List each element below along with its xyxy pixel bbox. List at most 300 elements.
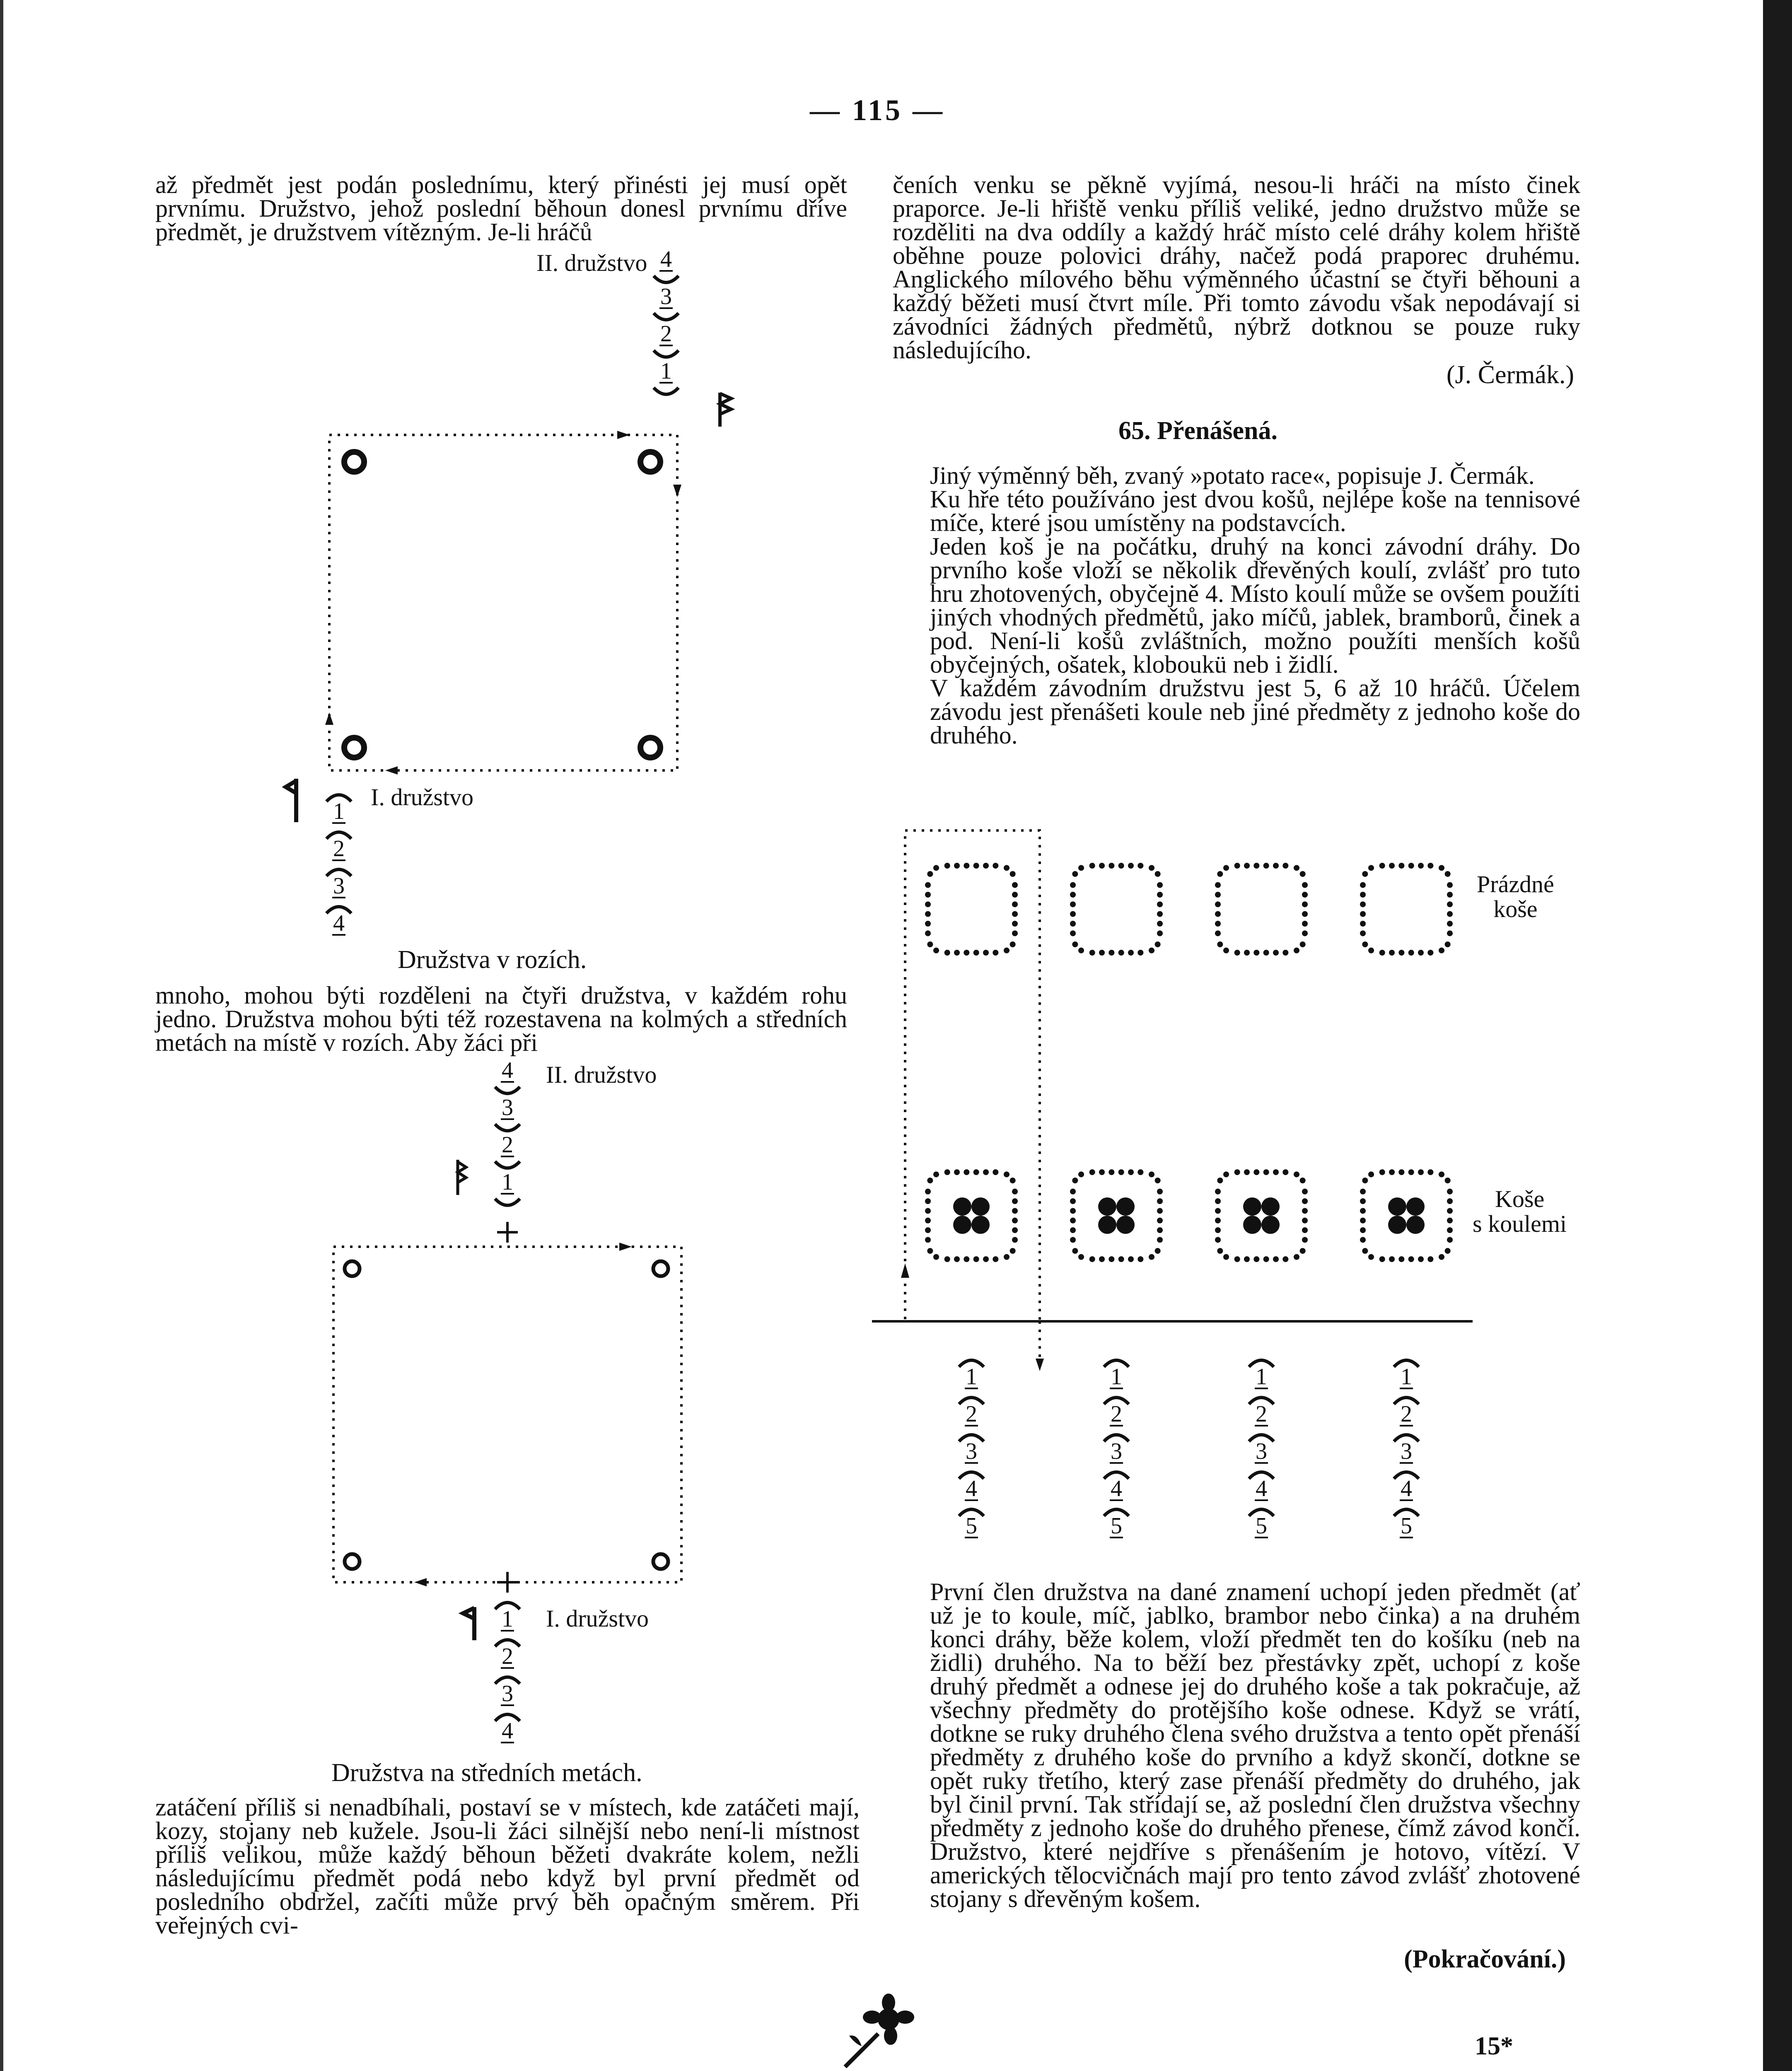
basket-dot — [1360, 921, 1366, 927]
basket-dot — [993, 863, 998, 869]
basket-dot — [1445, 941, 1451, 947]
basket-dot — [1302, 930, 1308, 936]
basket-dot — [1118, 1256, 1124, 1262]
basket-dot — [1149, 865, 1154, 871]
basket-dot — [1157, 911, 1163, 917]
basket-dot — [1362, 1248, 1368, 1254]
basket-dot — [973, 863, 979, 869]
runner — [959, 1398, 984, 1427]
diagram1-caption: Družstva v rozích. — [398, 946, 587, 974]
basket-dot — [1138, 863, 1143, 869]
runner-number: 4 — [660, 246, 672, 272]
basket-dot — [1302, 1208, 1308, 1214]
basket-dot — [1273, 863, 1279, 869]
ball — [953, 1216, 971, 1234]
ball — [1098, 1197, 1116, 1216]
diagram2-team1-label: I. družstvo — [546, 1605, 649, 1632]
basket-dot — [964, 863, 969, 869]
basket-dot — [1215, 1227, 1221, 1233]
ball — [1261, 1197, 1280, 1216]
basket-dot — [1004, 865, 1010, 871]
basket-dot — [944, 950, 950, 956]
page-number: — 115 — — [810, 94, 945, 127]
basket-dot — [1012, 901, 1018, 907]
basket-with-balls — [1360, 1169, 1453, 1262]
right-paragraph-2a: Jiný výměnný běh, zvaný »potato race«, popisuje J. Čermák. — [930, 462, 1535, 489]
basket-dot — [1078, 1171, 1084, 1177]
basket-dot — [1012, 930, 1018, 936]
basket-dot — [1379, 950, 1385, 956]
basket-dot — [944, 1169, 950, 1175]
runner — [1249, 1398, 1274, 1427]
basket-dot — [954, 950, 960, 956]
basket-dot — [1215, 1218, 1221, 1224]
arrow-down-icon — [1036, 1359, 1044, 1371]
basket-dot — [1072, 941, 1078, 947]
basket-dot — [1109, 1256, 1114, 1262]
basket-dot — [1223, 1171, 1229, 1177]
basket-dot — [1379, 863, 1385, 869]
ball — [1406, 1197, 1425, 1216]
basket-dot — [1089, 950, 1095, 956]
basket-with-balls — [1070, 1169, 1163, 1262]
basket-dot — [964, 950, 969, 956]
basket-dot — [1244, 1169, 1250, 1175]
runner-number: 3 — [502, 1681, 513, 1707]
basket-dot — [1244, 863, 1250, 869]
runner-number: 2 — [502, 1644, 513, 1669]
basket-dot — [1447, 1227, 1453, 1233]
basket-dot — [933, 1254, 939, 1260]
runner-number: 2 — [502, 1132, 513, 1158]
right-paragraph-2c: Jeden koš je na počátku, druhý na konci závodní dráhy. Do prvního koše vloží se několik dřevěných koulí, zvlášť pro tuto hru zhotovených, obyčejně 4. Místo koulí může se ovšem použíti jiných vhodných předmětů, jako míčů, jablek, bramborů, činek a pod. Není-li košů zvláštních, možno použíti menších košů obyčejných, ošatek, kloboukü neb i židlí. — [930, 533, 1580, 678]
basket-dot — [1215, 901, 1221, 907]
basket-dot — [964, 1169, 969, 1175]
basket-dot — [1398, 863, 1404, 869]
right-paragraph-2b: Ku hře této používáno jest dvou košů, nejlépe koše na tennisové míče, které jsou umístěny na podstavcích. — [930, 485, 1580, 536]
basket-dot — [1447, 1189, 1453, 1195]
basket-dot — [925, 892, 931, 898]
runner-number: 1 — [966, 1364, 977, 1390]
basket-dot — [1157, 1189, 1163, 1195]
runner-number: 4 — [966, 1476, 977, 1501]
runner — [1249, 1509, 1274, 1539]
baskets-group — [925, 863, 1453, 1262]
basket-dot — [1004, 1171, 1010, 1177]
basket-with-balls — [1215, 1169, 1308, 1262]
ball — [1388, 1216, 1406, 1234]
ball — [1243, 1216, 1261, 1234]
basket-dot — [993, 950, 998, 956]
basket-dot — [1070, 911, 1076, 917]
basket-dot — [925, 911, 931, 917]
basket-dot — [1109, 1169, 1114, 1175]
basket-dot — [1138, 1169, 1143, 1175]
basket-dot — [1294, 948, 1299, 953]
basket-dot — [933, 948, 939, 953]
basket-dot — [925, 901, 931, 907]
basket-dot — [1012, 1198, 1018, 1204]
runner-number: 3 — [502, 1095, 513, 1120]
basket-dot — [1089, 863, 1095, 869]
basket-dot — [1010, 1178, 1016, 1183]
runner-number: 5 — [1256, 1513, 1267, 1539]
ball — [1388, 1197, 1406, 1216]
runner — [1394, 1398, 1419, 1427]
basket-dot — [1070, 901, 1076, 907]
basket-dot — [1215, 1237, 1221, 1243]
runner-number: 5 — [966, 1513, 977, 1539]
runner-number: 4 — [1256, 1476, 1267, 1501]
basket-dot — [1215, 1208, 1221, 1214]
basket-dot — [1360, 1208, 1366, 1214]
empty-baskets-label-line1: Prázdné — [1477, 871, 1554, 898]
basket-dot — [1439, 1171, 1444, 1177]
basket-dot — [1302, 892, 1308, 898]
basket-dot — [1360, 911, 1366, 917]
basket-dot — [1157, 921, 1163, 927]
basket-dot — [1215, 930, 1221, 936]
runner — [959, 1435, 984, 1464]
basket-dot — [1155, 1248, 1161, 1254]
basket-dot — [1439, 948, 1444, 953]
basket-dot — [1447, 1218, 1453, 1224]
runner-number: 3 — [333, 873, 345, 899]
runner-number: 1 — [1111, 1364, 1122, 1390]
basket-dot — [1070, 1237, 1076, 1243]
basket-dot — [927, 1248, 933, 1254]
basket-dot — [1215, 911, 1221, 917]
basket-dot — [1128, 863, 1134, 869]
basket-dot — [1070, 892, 1076, 898]
basket-dot — [1155, 871, 1161, 877]
basket-dot — [1070, 1189, 1076, 1195]
ball — [1261, 1216, 1280, 1234]
runner-number: 5 — [1401, 1513, 1412, 1539]
basket-dot — [1368, 865, 1374, 871]
basket-dot — [1070, 1198, 1076, 1204]
basket-dot — [1263, 950, 1269, 956]
basket-dot — [1118, 950, 1124, 956]
basket-dot — [983, 1256, 989, 1262]
runner-number: 3 — [966, 1439, 977, 1464]
basket-dot — [1445, 1248, 1451, 1254]
basket-dot — [1157, 1198, 1163, 1204]
basket-dot — [1234, 950, 1240, 956]
basket-dot — [1302, 1218, 1308, 1224]
runner-number: 3 — [1256, 1439, 1267, 1464]
basket-dot — [1223, 1254, 1229, 1260]
basket-dot — [1302, 1237, 1308, 1243]
basket-dot — [1157, 882, 1163, 888]
basket-dot — [1360, 1237, 1366, 1243]
basket-dot — [1010, 941, 1016, 947]
runner-number: 2 — [1401, 1401, 1412, 1427]
basket-dot — [983, 950, 989, 956]
basket-dot — [1109, 950, 1114, 956]
basket-dot — [1089, 1169, 1095, 1175]
basket-dot — [1215, 921, 1221, 927]
runner — [1394, 1472, 1419, 1501]
right-paragraph-3 — [893, 1580, 1580, 1911]
potato-runners-group — [959, 1360, 1419, 1539]
basket-dot — [1418, 1169, 1424, 1175]
basket-dot — [1128, 950, 1134, 956]
ball-baskets-label-line2: s koulemi — [1473, 1210, 1567, 1237]
basket-dot — [1427, 863, 1433, 869]
basket-dot — [1300, 871, 1306, 877]
runner-number: 1 — [660, 358, 672, 384]
basket-dot — [1447, 1198, 1453, 1204]
basket-dot — [1253, 950, 1259, 956]
basket-dot — [927, 1178, 933, 1183]
basket-dot — [1300, 1178, 1306, 1183]
basket-dot — [1439, 1254, 1444, 1260]
basket-dot — [1012, 892, 1018, 898]
basket-dot — [927, 871, 933, 877]
basket-dot — [1302, 1198, 1308, 1204]
basket-dot — [1072, 1178, 1078, 1183]
basket-dot — [1217, 871, 1223, 877]
basket-dot — [1447, 921, 1453, 927]
basket-dot — [1300, 941, 1306, 947]
basket-dot — [1149, 948, 1154, 953]
basket-dot — [1362, 871, 1368, 877]
basket-dot — [1234, 863, 1240, 869]
basket-dot — [1223, 948, 1229, 953]
runner-number: 1 — [333, 799, 345, 824]
left-paragraph-2: mnoho, mohou býti rozděleni na čtyři družstva, v každém rohu jedno. Družstva mohou býti též rozestavena na kolmých a středních metách na místě v rozích. Aby žáci při — [155, 982, 847, 1056]
right-paragraph-1: čeních venku se pěkně vyjímá, nesou-li hráči na místo činek praporce. Je-li hřiště venku příliš veliké, jedno družstvo může se rozděliti na dva oddíly a každý hráč místo celé dráhy kolem hřiště oběhne pouze polovici dráhy, načež podá praporec druhému. Anglického mílového běhu výměnného účastní se čtyři běhouni a každý běžeti musí čtvrt míle. Při tomto závodu však nepodávají si závodníci žádných předmětů, nýbrž dotknou se pouze ruky následujícího. — [893, 171, 1580, 364]
basket-dot — [1157, 1208, 1163, 1214]
runner-number: 4 — [502, 1718, 513, 1744]
ball — [971, 1216, 990, 1234]
basket-dot — [1099, 1169, 1105, 1175]
basket-dot — [1389, 1256, 1395, 1262]
basket-dot — [1070, 1218, 1076, 1224]
basket-dot — [1078, 948, 1084, 953]
basket-dot — [1282, 1169, 1288, 1175]
basket-dot — [1118, 1169, 1124, 1175]
basket-dot — [1012, 1208, 1018, 1214]
runner-number: 4 — [1111, 1476, 1122, 1501]
basket-dot — [1360, 930, 1366, 936]
basket-dot — [1244, 1256, 1250, 1262]
basket-dot — [1389, 863, 1395, 869]
basket-dot — [1273, 1256, 1279, 1262]
runner-number: 3 — [660, 284, 672, 309]
basket-dot — [1389, 1169, 1395, 1175]
basket-dot — [1447, 901, 1453, 907]
basket-dot — [1004, 948, 1010, 953]
basket-dot — [1302, 1189, 1308, 1195]
basket-dot — [1418, 863, 1424, 869]
basket-dot — [1389, 950, 1395, 956]
basket-dot — [1215, 1198, 1221, 1204]
flower-ornament-icon — [833, 1984, 932, 2071]
basket-dot — [1294, 1254, 1299, 1260]
runner-number: 1 — [502, 1169, 513, 1195]
basket-dot — [1427, 1169, 1433, 1175]
basket-dot — [1447, 930, 1453, 936]
basket-dot — [1263, 863, 1269, 869]
basket-dot — [1362, 1178, 1368, 1183]
runner-number: 4 — [333, 910, 345, 936]
basket-dot — [1302, 882, 1308, 888]
ball — [971, 1197, 990, 1216]
basket-dot — [1215, 892, 1221, 898]
empty-basket — [1215, 863, 1308, 956]
runner — [1104, 1360, 1129, 1390]
basket-dot — [1418, 950, 1424, 956]
runner — [959, 1360, 984, 1390]
runner — [1394, 1360, 1419, 1390]
basket-dot — [1089, 1256, 1095, 1262]
basket-dot — [1300, 1248, 1306, 1254]
basket-dot — [1234, 1169, 1240, 1175]
basket-with-balls — [925, 1169, 1018, 1262]
continuation-note: (Pokračování.) — [1404, 1945, 1566, 1973]
basket-dot — [1427, 1256, 1433, 1262]
basket-dot — [1157, 1227, 1163, 1233]
arrow-up-icon — [901, 1263, 909, 1278]
runner — [1104, 1435, 1129, 1464]
basket-dot — [1360, 882, 1366, 888]
left-paragraph-1: až předmět jest podán poslednímu, který přinésti jej musí opět prvnímu. Družstvo, jehož poslední běhoun donesl prvnímu dříve předmět, je družstvem vítězným. Je-li hráčů — [155, 171, 847, 246]
runner — [1394, 1435, 1419, 1464]
runner — [1249, 1360, 1274, 1390]
basket-dot — [1078, 1254, 1084, 1260]
basket-dot — [1282, 863, 1288, 869]
basket-dot — [925, 930, 931, 936]
basket-dot — [1157, 1218, 1163, 1224]
basket-dot — [1099, 863, 1105, 869]
ball — [1116, 1216, 1135, 1234]
basket-dot — [925, 1189, 931, 1195]
basket-dot — [1408, 863, 1414, 869]
basket-dot — [1012, 921, 1018, 927]
basket-dot — [1302, 1227, 1308, 1233]
runner — [1104, 1509, 1129, 1539]
basket-dot — [1447, 1237, 1453, 1243]
basket-dot — [1012, 1189, 1018, 1195]
basket-dot — [1418, 1256, 1424, 1262]
ball — [1243, 1197, 1261, 1216]
basket-dot — [1408, 1169, 1414, 1175]
basket-dot — [1012, 1227, 1018, 1233]
empty-baskets-label-line2: koše — [1493, 896, 1538, 922]
runner — [1249, 1472, 1274, 1501]
basket-dot — [1398, 1169, 1404, 1175]
basket-dot — [1368, 1171, 1374, 1177]
basket-dot — [1157, 901, 1163, 907]
basket-dot — [1223, 865, 1229, 871]
basket-dot — [925, 921, 931, 927]
basket-dot — [1398, 1256, 1404, 1262]
basket-dot — [925, 1237, 931, 1243]
basket-dot — [944, 863, 950, 869]
basket-dot — [1360, 1218, 1366, 1224]
basket-dot — [1445, 1178, 1451, 1183]
right-author-signature: (J. Čermák.) — [1446, 361, 1574, 389]
basket-dot — [1427, 950, 1433, 956]
basket-dot — [1215, 882, 1221, 888]
diagram2-team2-label: II. družstvo — [546, 1061, 657, 1088]
diagram1-team2-label: II. družstvo — [536, 249, 647, 276]
basket-dot — [993, 1256, 998, 1262]
basket-dot — [1128, 1169, 1134, 1175]
basket-dot — [1282, 950, 1288, 956]
basket-dot — [1070, 1227, 1076, 1233]
basket-dot — [1379, 1169, 1385, 1175]
basket-dot — [1439, 865, 1444, 871]
basket-dot — [983, 1169, 989, 1175]
basket-dot — [1360, 1198, 1366, 1204]
basket-dot — [1128, 1256, 1134, 1262]
basket-dot — [1155, 941, 1161, 947]
basket-dot — [1447, 1208, 1453, 1214]
basket-dot — [983, 863, 989, 869]
basket-dot — [1012, 882, 1018, 888]
runner — [959, 1472, 984, 1501]
right-paragraph-2d: V každém závodním družstvu jest 5, 6 až 10 hráčů. Účelem závodu jest přenášeti koule neb jiné předměty z jednoho koše do druhého. — [930, 674, 1580, 749]
ball — [1098, 1216, 1116, 1234]
basket-dot — [1273, 950, 1279, 956]
basket-dot — [925, 1218, 931, 1224]
basket-dot — [925, 1227, 931, 1233]
basket-dot — [1263, 1256, 1269, 1262]
basket-dot — [1282, 1256, 1288, 1262]
basket-dot — [1302, 901, 1308, 907]
diagram1-team1-label: I. družstvo — [371, 784, 474, 811]
basket-dot — [1447, 882, 1453, 888]
basket-dot — [1360, 901, 1366, 907]
basket-dot — [1253, 1256, 1259, 1262]
basket-dot — [933, 865, 939, 871]
ball — [1116, 1197, 1135, 1216]
basket-dot — [1294, 865, 1299, 871]
basket-dot — [1302, 921, 1308, 927]
basket-dot — [925, 882, 931, 888]
basket-dot — [1368, 948, 1374, 953]
runner — [1394, 1509, 1419, 1539]
basket-dot — [1010, 1248, 1016, 1254]
basket-dot — [1010, 871, 1016, 877]
basket-dot — [1118, 863, 1124, 869]
empty-basket — [1360, 863, 1453, 956]
basket-dot — [1149, 1171, 1154, 1177]
section-heading: 65. Přenášená. — [1118, 417, 1278, 445]
basket-dot — [1379, 1256, 1385, 1262]
basket-dot — [993, 1169, 998, 1175]
basket-dot — [973, 1256, 979, 1262]
basket-dot — [1360, 1227, 1366, 1233]
basket-dot — [973, 950, 979, 956]
basket-dot — [1078, 865, 1084, 871]
basket-dot — [1070, 921, 1076, 927]
basket-dot — [925, 1208, 931, 1214]
runner-number: 1 — [502, 1606, 513, 1632]
ball — [1406, 1216, 1425, 1234]
basket-dot — [1072, 1248, 1078, 1254]
basket-dot — [933, 1171, 939, 1177]
basket-dot — [1149, 1254, 1154, 1260]
basket-dot — [1012, 1237, 1018, 1243]
runner-number: 2 — [1111, 1401, 1122, 1427]
runner-number: 2 — [333, 836, 345, 862]
signature-mark: 15* — [1475, 2032, 1513, 2060]
right-paragraph-3-text: První člen družstva na dané znamení uchopí jeden předmět (ať už je to koule, míč, jablko, brambor nebo činka) a na druhém konci dráhy, běže kolem, vloží předmět ten do košíku (neb na židli) druhého. Na to běží bez přestávky zpět, uchopí z koše druhý předmět a odnese jej do druhého koše a tak pokračuje, až všechny předměty do protějšího koše odnese. Když se vrátí, dotkne se ruky druhého člena svého družstva a tento opět přenáší předměty z druhého koše do prvního a když skončí, dotkne se opět ruky třetího, který zase přenáší předměty do druhého, jak byl činil první. Tak střídají se, až poslední člen družstva všechny předměty z jednoho koše do druhého přenese, čímž závod končí. Družstvo, které nejdříve s přenášením je hotovo, vítězí. V amerických tělocvičnách mají pro tento závod zvlášť zhotovené stojany s dřevěným košem. — [930, 1578, 1580, 1912]
